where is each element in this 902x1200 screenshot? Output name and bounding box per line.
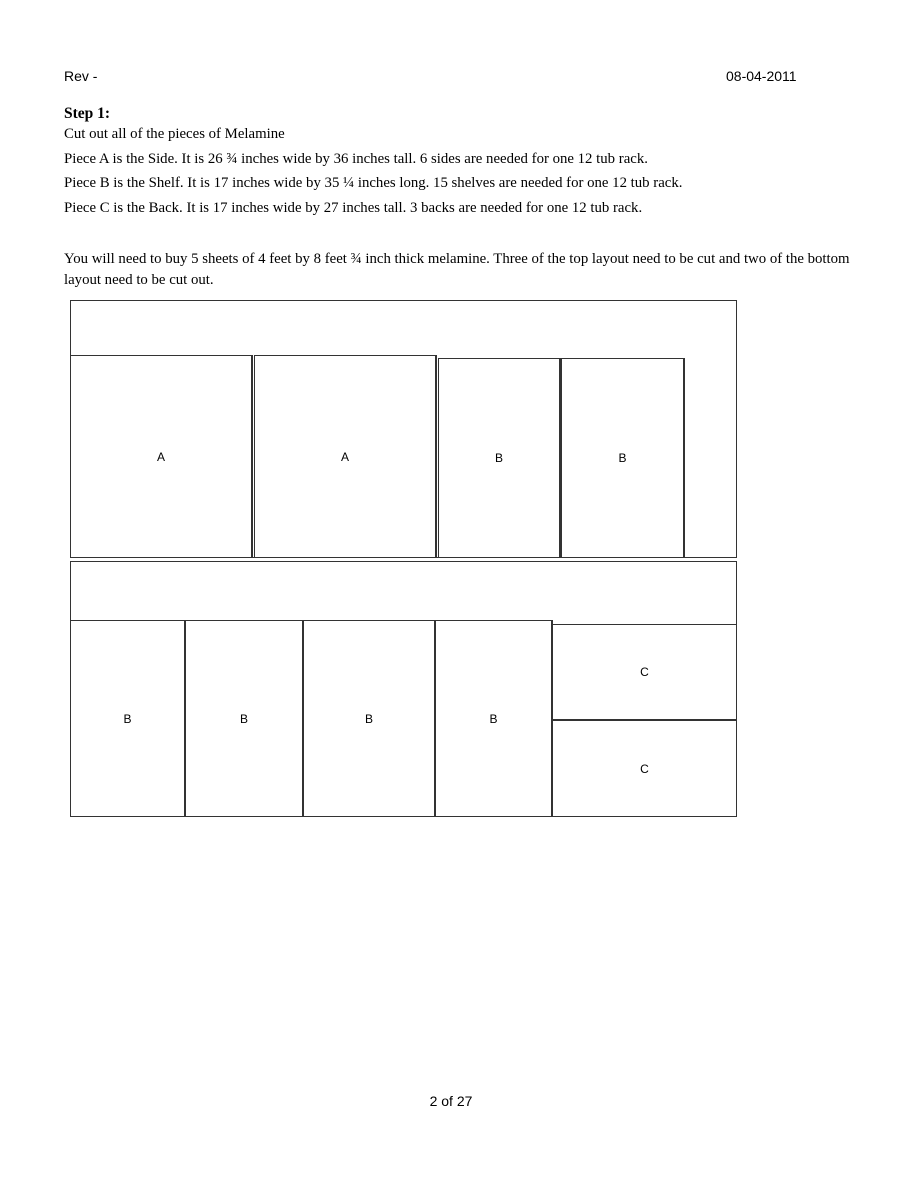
top-sheet-layout: [70, 300, 737, 558]
step-line-2: Piece A is the Side. It is 26 ¾ inches wide by 36 inches tall. 6 sides are needed for one 12 tub rack.: [64, 151, 648, 167]
bottom-piece-c-1: C: [552, 624, 737, 720]
top-piece-b-2: B: [561, 358, 685, 558]
document-date: 08-04-2011: [726, 68, 797, 84]
step-title: Step 1:: [64, 105, 111, 122]
bottom-piece-c-2: C: [552, 720, 737, 817]
step-line-1: Cut out all of the pieces of Melamine: [64, 126, 285, 142]
bottom-piece-b-4: B: [435, 620, 553, 817]
bottom-piece-b-1: B: [70, 620, 186, 817]
step-line-3: Piece B is the Shelf. It is 17 inches wide by 35 ¼ inches long. 15 shelves are needed for one 12 tub rack.: [64, 175, 683, 191]
bottom-piece-b-3: B: [303, 620, 436, 817]
step-line-4: Piece C is the Back. It is 17 inches wide by 27 inches tall. 3 backs are needed for one 12 tub rack.: [64, 200, 643, 216]
top-piece-b-1: B: [438, 358, 561, 558]
top-piece-a-1: A: [70, 355, 253, 558]
revision-label: Rev -: [64, 68, 98, 84]
bottom-sheet-layout: [70, 561, 737, 817]
purchase-note: You will need to buy 5 sheets of 4 feet by 8 feet ¾ inch thick melamine. Three of the top layout need to be cut and two of the bottom layout need to be cut out.: [64, 251, 850, 288]
top-piece-a-2: A: [254, 355, 437, 558]
bottom-piece-b-2: B: [185, 620, 304, 817]
page-number: 2 of 27: [429, 1093, 473, 1109]
